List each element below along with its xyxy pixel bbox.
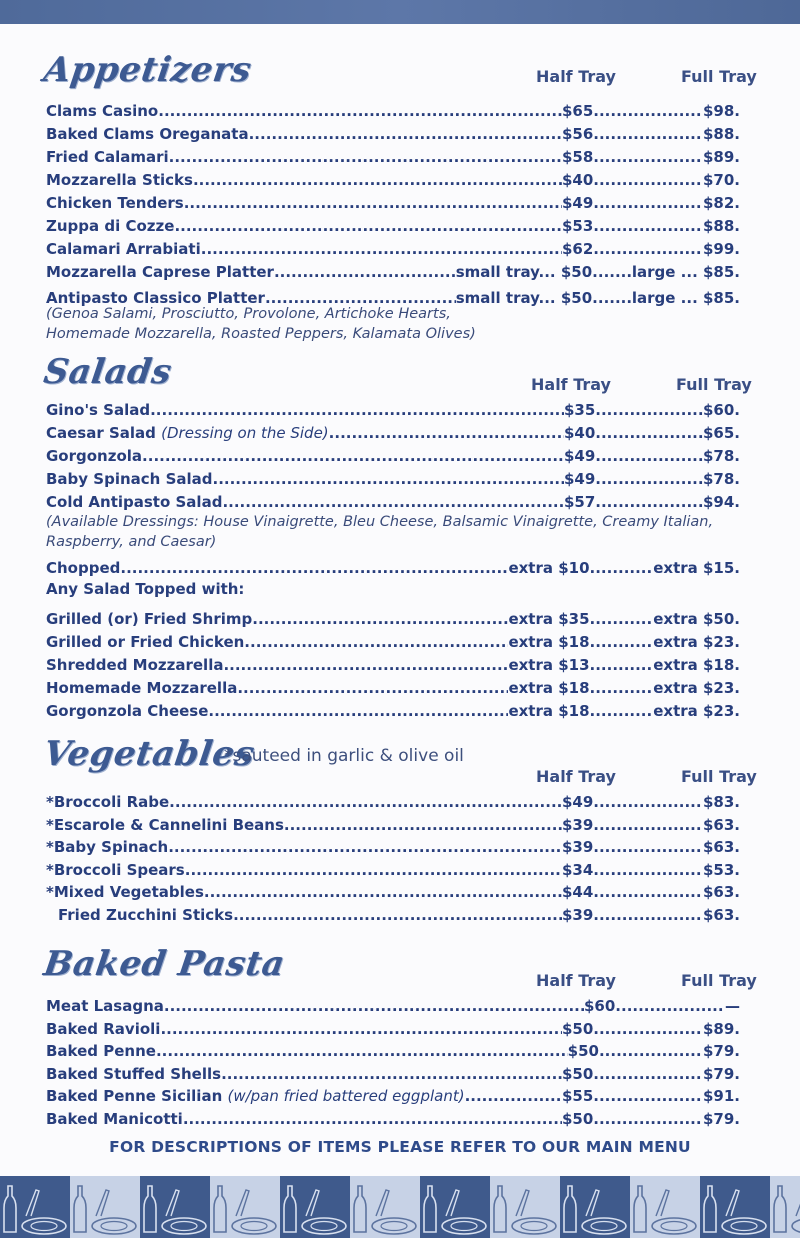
- full-tray-price: $83.: [702, 793, 740, 811]
- full-tray-price: extra $15.: [653, 559, 740, 577]
- menu-item-name-text: *Broccoli Rabe: [46, 793, 170, 811]
- half-tray-price: $49.: [563, 447, 601, 465]
- menu-item-name: [46, 679, 237, 697]
- salads-title: Salads: [41, 352, 175, 392]
- dot-leader: [595, 679, 653, 697]
- pasta-full-tray-header: Full Tray: [681, 971, 757, 990]
- half-tray-price: extra $18.: [508, 679, 596, 697]
- dot-leader: [599, 1110, 703, 1128]
- full-tray-price: $82.: [702, 194, 740, 212]
- dot-leader: [599, 1065, 703, 1083]
- full-tray-price: $88.: [702, 217, 740, 235]
- full-tray-price: $63.: [702, 883, 740, 901]
- dot-leader: [595, 610, 653, 628]
- full-tray-price: $89.: [702, 148, 740, 166]
- menu-item-name: [46, 861, 185, 879]
- half-tray-price: $60.: [583, 997, 621, 1015]
- dot-leader: [601, 493, 703, 511]
- menu-item-name-text: Grilled (or) Fried Shrimp: [46, 610, 253, 628]
- wine-bottle-and-plate-icon: [770, 1176, 800, 1238]
- menu-item-row: [46, 857, 740, 879]
- menu-item-row: [46, 259, 740, 281]
- dot-leader: [237, 679, 508, 697]
- half-tray-price: extra $18.: [508, 702, 596, 720]
- menu-item-name-text: Caesar Salad: [46, 424, 156, 442]
- dot-leader: [599, 816, 703, 834]
- full-tray-price: large ... $85.: [631, 263, 740, 281]
- half-tray-price: $58.: [561, 148, 599, 166]
- menu-item-row: [46, 1106, 740, 1128]
- salad-toppings-label: Any Salad Topped with:: [46, 580, 245, 598]
- full-tray-price: $89.: [702, 1019, 740, 1038]
- menu-item-name: [46, 1087, 465, 1105]
- full-tray-price: extra $23.: [653, 702, 740, 720]
- menu-item-name-text: Baked Clams Oreganata: [46, 125, 249, 143]
- menu-item-row: [46, 167, 740, 189]
- dot-leader: [168, 838, 562, 856]
- menu-item-row: [46, 190, 740, 212]
- menu-item-row: [46, 1083, 740, 1105]
- menu-item-name-text: Meat Lasagna: [46, 997, 164, 1015]
- menu-item-row: [46, 98, 740, 120]
- menu-item-name: [46, 816, 284, 834]
- half-tray-price: $49.: [561, 793, 599, 811]
- menu-item-name: [46, 171, 193, 189]
- menu-item-name: [46, 633, 244, 651]
- half-tray-price: $55.: [561, 1087, 599, 1105]
- half-tray-price: $65.: [561, 102, 599, 120]
- dot-leader: [599, 194, 703, 212]
- menu-item-name-text: *Mixed Vegetables: [46, 883, 204, 901]
- vegetables-title: Vegetables: [41, 734, 258, 774]
- menu-item-name-text: Antipasto Classico Platter: [46, 289, 265, 307]
- menu-item-name-text: Chopped: [46, 559, 121, 577]
- full-tray-price: —: [725, 997, 740, 1015]
- half-tray-price: $40.: [563, 424, 601, 442]
- menu-item-name-text: Clams Casino: [46, 102, 159, 120]
- baked-pasta-title: Baked Pasta: [41, 944, 288, 984]
- full-tray-price: $60.: [702, 401, 740, 419]
- dot-leader: [599, 148, 703, 166]
- menu-item-name-text: Baby Spinach Salad: [46, 470, 213, 488]
- available-dressings-note: (Available Dressings: House Vinaigrette, Bleu Cheese, Balsamic Vinaigrette, Creamy Italian, Raspberry, and Caesar): [46, 514, 714, 550]
- dot-leader: [174, 217, 562, 235]
- dot-leader: [329, 424, 564, 442]
- menu-item-row: [46, 397, 740, 419]
- pasta-half-tray-header: Half Tray: [536, 971, 616, 990]
- full-tray-price: $65.: [702, 424, 740, 442]
- menu-item-row: [46, 489, 740, 511]
- half-tray-price: small tray... $50.: [455, 263, 598, 281]
- dot-leader: [284, 816, 562, 834]
- dot-leader: [213, 470, 564, 488]
- menu-item-name-text: Mozzarella Caprese Platter: [46, 263, 274, 281]
- wine-bottle-and-plate-icon: [420, 1176, 490, 1238]
- menu-item-name: [46, 125, 249, 143]
- menu-item-row: [46, 879, 740, 901]
- dot-leader: [222, 493, 564, 511]
- dot-leader: [599, 240, 703, 258]
- half-tray-price: $44.: [561, 883, 599, 901]
- menu-item-name: [46, 838, 168, 856]
- menu-item-name-text: Baked Stuffed Shells: [46, 1064, 222, 1083]
- dot-leader: [193, 171, 562, 189]
- dot-leader: [150, 401, 564, 419]
- menu-item-name: [46, 1110, 183, 1128]
- menu-item-name: [46, 401, 150, 419]
- half-tray-price: $50.: [561, 1064, 599, 1083]
- menu-item-name: [46, 793, 169, 811]
- menu-item-name: [58, 906, 233, 924]
- full-tray-price: large ... $85.: [631, 289, 740, 307]
- full-tray-price: $79.: [702, 1042, 740, 1060]
- salads-half-tray-header: Half Tray: [531, 375, 611, 394]
- menu-item-name: [46, 194, 184, 212]
- half-tray-price: $62.: [561, 240, 599, 258]
- menu-item-name-text: Fried Zucchini Sticks: [58, 905, 234, 924]
- dot-leader: [599, 861, 703, 879]
- menu-item-name: [46, 1065, 221, 1083]
- antipasto-description: (Genoa Salami, Prosciutto, Provolone, Artichoke Hearts, Homemade Mozzarella, Roasted Peppers, Kalamata Olives): [46, 306, 476, 342]
- menu-item-row: [46, 812, 740, 834]
- full-tray-price: extra $50.: [653, 610, 740, 628]
- dot-leader: [599, 793, 703, 811]
- menu-item-row: [46, 652, 740, 674]
- wine-bottle-and-plate-icon: [70, 1176, 140, 1238]
- menu-item-row: [46, 1061, 740, 1083]
- appetizers-half-tray-header: Half Tray: [536, 67, 616, 86]
- menu-item-name: [46, 263, 274, 281]
- menu-item-row: [46, 606, 740, 628]
- dot-leader: [169, 793, 562, 811]
- menu-item-name-text: Baked Penne Sicilian: [46, 1087, 223, 1105]
- menu-item-name-text: *Escarole & Cannelini Beans: [46, 815, 284, 834]
- dot-leader: [244, 633, 508, 651]
- full-tray-price: extra $18.: [653, 656, 740, 674]
- half-tray-price: $35.: [563, 401, 601, 419]
- menu-item-row: [46, 789, 740, 811]
- menu-item-name: [46, 470, 213, 488]
- full-tray-price: extra $23.: [653, 633, 740, 651]
- menu-item-name: [46, 656, 223, 674]
- dot-leader: [208, 702, 508, 720]
- dot-leader: [599, 838, 703, 856]
- menu-item-name-text: Grilled or Fried Chicken: [46, 633, 245, 651]
- full-tray-price: $78.: [702, 470, 740, 488]
- menu-item-row: [46, 675, 740, 697]
- menu-item-name-text: Calamari Arrabiati: [46, 240, 201, 258]
- dot-leader: [169, 148, 562, 166]
- menu-item-name: [46, 997, 164, 1015]
- dot-leader: [223, 656, 508, 674]
- dot-leader: [599, 171, 703, 189]
- wine-bottle-and-plate-icon: [350, 1176, 420, 1238]
- full-tray-price: $98.: [702, 102, 740, 120]
- half-tray-price: extra $13.: [508, 656, 596, 674]
- footer-note: FOR DESCRIPTIONS OF ITEMS PLEASE REFER TO OUR MAIN MENU: [109, 1138, 691, 1156]
- dot-leader: [183, 1110, 562, 1128]
- dot-leader: [156, 1042, 568, 1060]
- chopped-row: [46, 555, 740, 577]
- menu-item-row: [46, 629, 740, 651]
- half-tray-price: $50: [567, 1042, 599, 1060]
- wine-bottle-and-plate-icon: [490, 1176, 560, 1238]
- wine-bottle-and-plate-icon: [630, 1176, 700, 1238]
- dot-leader: [599, 1087, 703, 1105]
- menu-item-row: [46, 213, 740, 235]
- full-tray-price: $63.: [702, 838, 740, 856]
- menu-item-name-text: *Baby Spinach: [46, 838, 169, 856]
- menu-item-name-text: Mozzarella Sticks: [46, 171, 193, 189]
- dot-leader: [595, 702, 653, 720]
- dot-leader: [595, 656, 653, 674]
- menu-item-note: (w/pan fried battered eggplant): [227, 1087, 465, 1105]
- full-tray-price: extra $23.: [653, 679, 740, 697]
- menu-item-note: (Dressing on the Side): [161, 424, 329, 442]
- menu-item-name: [46, 424, 329, 442]
- menu-item-name: [46, 883, 204, 901]
- dot-leader: [599, 1042, 703, 1060]
- dot-leader: [184, 194, 562, 212]
- menu-item-row: [46, 466, 740, 488]
- full-tray-price: $63.: [702, 905, 740, 924]
- half-tray-price: $53.: [561, 217, 599, 235]
- vegetables-full-tray-header: Full Tray: [681, 767, 757, 786]
- dot-leader: [601, 401, 703, 419]
- dot-leader: [599, 906, 703, 924]
- menu-item-name-text: Gorgonzola: [46, 447, 143, 465]
- full-tray-price: $53.: [702, 860, 740, 879]
- menu-item-name: [46, 610, 252, 628]
- half-tray-price: $40.: [561, 171, 599, 189]
- dot-leader: [252, 610, 508, 628]
- dot-leader: [601, 424, 703, 442]
- full-tray-price: $79.: [702, 1064, 740, 1083]
- full-tray-price: $63.: [702, 815, 740, 834]
- menu-item-name: [46, 493, 222, 511]
- menu-item-row: [46, 144, 740, 166]
- dot-leader: [599, 883, 703, 901]
- dot-leader: [599, 217, 703, 235]
- dot-leader: [595, 633, 653, 651]
- menu-item-name-text: Zuppa di Cozze: [46, 217, 175, 235]
- dot-leader: [621, 997, 725, 1015]
- dot-leader: [158, 102, 562, 120]
- dot-leader: [595, 559, 653, 577]
- menu-item-name: [46, 1020, 160, 1038]
- wine-bottle-and-plate-icon: [280, 1176, 350, 1238]
- half-tray-price: $50.: [561, 1109, 599, 1128]
- salads-full-tray-header: Full Tray: [676, 375, 752, 394]
- dot-leader: [221, 1065, 562, 1083]
- dot-leader: [599, 125, 703, 143]
- half-tray-price: $56.: [561, 125, 599, 143]
- menu-item-name: [46, 148, 169, 166]
- half-tray-price: $57.: [563, 493, 601, 511]
- dot-leader: [599, 102, 703, 120]
- full-tray-price: $70.: [702, 171, 740, 189]
- menu-item-name-text: Fried Calamari: [46, 148, 169, 166]
- wine-bottle-and-plate-icon: [560, 1176, 630, 1238]
- dot-leader: [160, 1020, 562, 1038]
- full-tray-price: $78.: [702, 447, 740, 465]
- half-tray-price: $50.: [561, 1019, 599, 1038]
- top-decorative-band: [0, 0, 800, 24]
- menu-item-row: [46, 236, 740, 258]
- menu-item-row: [46, 1038, 740, 1060]
- half-tray-price: $39.: [561, 838, 599, 856]
- dot-leader: [233, 906, 562, 924]
- menu-item-name: [46, 102, 158, 120]
- bottom-decorative-band: [0, 1176, 800, 1238]
- dot-leader: [598, 263, 632, 281]
- dot-leader: [185, 861, 562, 879]
- menu-item-name-text: *Broccoli Spears: [46, 860, 185, 879]
- half-tray-price: $39.: [561, 815, 599, 834]
- half-tray-price: $34.: [561, 860, 599, 879]
- menu-item-name-text: Baked Manicotti: [46, 1109, 183, 1128]
- menu-item-row: [46, 834, 740, 856]
- dot-leader: [601, 447, 703, 465]
- menu-item-name-text: Baked Penne: [46, 1042, 156, 1060]
- dot-leader: [601, 470, 703, 488]
- menu-item-row: [58, 902, 740, 924]
- half-tray-price: $49.: [563, 470, 601, 488]
- dot-leader: [274, 263, 456, 281]
- menu-item-name-text: Homemade Mozzarella: [46, 679, 238, 697]
- menu-item-row: [46, 443, 740, 465]
- menu-item-name: [46, 702, 208, 720]
- half-tray-price: $49.: [561, 194, 599, 212]
- half-tray-price: $39.: [561, 905, 599, 924]
- dot-leader: [120, 559, 508, 577]
- menu-item-name: [46, 447, 142, 465]
- dot-leader: [164, 997, 584, 1015]
- dot-leader: [204, 883, 562, 901]
- vegetables-subtitle: *sauteed in garlic & olive oil: [224, 746, 464, 766]
- half-tray-price: extra $35.: [508, 610, 596, 628]
- menu-item-row: [46, 420, 740, 442]
- half-tray-price: extra $10.: [508, 559, 596, 577]
- menu-item-name-text: Cold Antipasto Salad: [46, 493, 223, 511]
- half-tray-price: extra $18.: [508, 633, 596, 651]
- menu-item-name-text: Baked Ravioli: [46, 1019, 161, 1038]
- full-tray-price: $94.: [702, 493, 740, 511]
- wine-bottle-and-plate-icon: [0, 1176, 70, 1238]
- dot-leader: [249, 125, 562, 143]
- full-tray-price: $99.: [702, 240, 740, 258]
- dot-leader: [465, 1087, 562, 1105]
- menu-item-name: [46, 217, 174, 235]
- wine-bottle-and-plate-icon: [700, 1176, 770, 1238]
- menu-item-row: [46, 1016, 740, 1038]
- full-tray-price: $91.: [702, 1087, 740, 1105]
- menu-item-row: [46, 993, 740, 1015]
- menu-item-row: [46, 698, 740, 720]
- vegetables-half-tray-header: Half Tray: [536, 767, 616, 786]
- full-tray-price: $88.: [702, 125, 740, 143]
- wine-bottle-and-plate-icon: [140, 1176, 210, 1238]
- menu-item-name-text: Chicken Tenders: [46, 194, 184, 212]
- full-tray-price: $79.: [702, 1109, 740, 1128]
- dot-leader: [142, 447, 564, 465]
- appetizers-title: Appetizers: [41, 50, 254, 90]
- half-tray-price: small tray... $50.: [455, 289, 598, 307]
- menu-item-name: [46, 1042, 156, 1060]
- dot-leader: [599, 1020, 703, 1038]
- menu-item-name: [46, 559, 120, 577]
- menu-item-name-text: Gino's Salad: [46, 401, 151, 419]
- menu-item-row: [46, 121, 740, 143]
- appetizers-full-tray-header: Full Tray: [681, 67, 757, 86]
- dot-leader: [598, 289, 632, 307]
- dot-leader: [201, 240, 562, 258]
- menu-item-name-text: Shredded Mozzarella: [46, 656, 224, 674]
- menu-item-name-text: Gorgonzola Cheese: [46, 702, 209, 720]
- menu-item-name: [46, 240, 201, 258]
- wine-bottle-and-plate-icon: [210, 1176, 280, 1238]
